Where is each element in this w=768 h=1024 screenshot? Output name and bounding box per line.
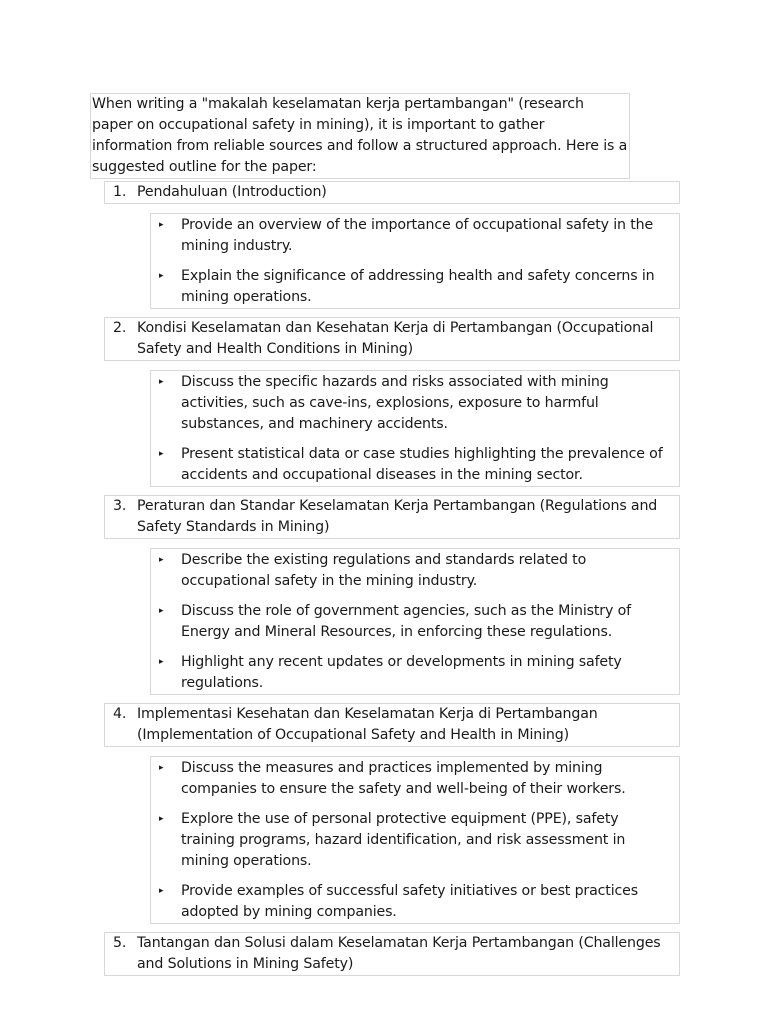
bullet-arrow-icon: ▸	[159, 606, 164, 616]
bullet-text: Present statistical data or case studies highlighting the prevalence of accidents and occupational diseases in the mining sector.	[181, 446, 663, 483]
bullet-text: Provide examples of successful safety initiatives or best practices adopted by mining companies.	[181, 883, 638, 920]
section-number: 1.	[113, 184, 127, 200]
bullet-arrow-icon: ▸	[159, 657, 164, 667]
outline-list	[90, 181, 690, 976]
bullet-item	[151, 809, 675, 872]
bullet-item	[151, 550, 675, 592]
bullet-item	[151, 652, 675, 694]
bullet-list	[150, 548, 680, 695]
bullet-list	[150, 370, 680, 487]
bullet-text: Describe the existing regulations and standards related to occupational safety in the mining industry.	[181, 552, 587, 589]
outline-section-heading	[104, 703, 680, 747]
bullet-arrow-icon: ▸	[159, 220, 164, 230]
section-title: Kondisi Keselamatan dan Kesehatan Kerja di Pertambangan (Occupational Safety and Health Conditions in Mining)	[137, 320, 654, 357]
bullet-arrow-icon: ▸	[159, 449, 164, 459]
bullet-text: Explore the use of personal protective equipment (PPE), safety training programs, hazard identification, and risk assessment in mining operations.	[181, 811, 626, 869]
section-title: Implementasi Kesehatan dan Keselamatan Kerja di Pertambangan (Implementation of Occupational Safety and Health in Mining)	[137, 706, 598, 743]
outline-section-heading	[104, 181, 680, 204]
intro-paragraph: When writing a "makalah keselamatan kerja pertambangan" (research paper on occupational safety in mining), it is important to gather information from reliable sources and follow a structured approach. Here is a suggested outline for the paper:	[90, 93, 630, 179]
bullet-item	[151, 601, 675, 643]
bullet-item	[151, 266, 675, 308]
section-title: Peraturan dan Standar Keselamatan Kerja Pertambangan (Regulations and Safety Standards in Mining)	[137, 498, 658, 535]
bullet-item	[151, 372, 675, 435]
bullet-arrow-icon: ▸	[159, 763, 164, 773]
document-body	[90, 93, 690, 976]
section-number: 2.	[113, 320, 127, 336]
section-number: 4.	[113, 706, 127, 722]
bullet-arrow-icon: ▸	[159, 555, 164, 565]
section-title: Pendahuluan (Introduction)	[137, 184, 327, 200]
bullet-item	[151, 881, 675, 923]
bullet-text: Explain the significance of addressing health and safety concerns in mining operations.	[181, 268, 655, 305]
bullet-text: Discuss the specific hazards and risks associated with mining activities, such as cave-ins, explosions, exposure to harmful substances, and machinery accidents.	[181, 374, 609, 432]
outline-section-heading	[104, 317, 680, 361]
bullet-arrow-icon: ▸	[159, 377, 164, 387]
section-title: Tantangan dan Solusi dalam Keselamatan Kerja Pertambangan (Challenges and Solutions in Mining Safety)	[137, 935, 661, 972]
bullet-arrow-icon: ▸	[159, 814, 164, 824]
bullet-text: Highlight any recent updates or developments in mining safety regulations.	[181, 654, 622, 691]
section-number: 5.	[113, 935, 127, 951]
bullet-item	[151, 444, 675, 486]
outline-section-heading	[104, 932, 680, 976]
bullet-list	[150, 756, 680, 924]
section-number: 3.	[113, 498, 127, 514]
bullet-item	[151, 215, 675, 257]
bullet-item	[151, 758, 675, 800]
bullet-text: Provide an overview of the importance of occupational safety in the mining industry.	[181, 217, 654, 254]
bullet-arrow-icon: ▸	[159, 886, 164, 896]
bullet-list	[150, 213, 680, 309]
bullet-arrow-icon: ▸	[159, 271, 164, 281]
bullet-text: Discuss the role of government agencies, such as the Ministry of Energy and Mineral Resources, in enforcing these regulations.	[181, 603, 631, 640]
outline-section-heading	[104, 495, 680, 539]
bullet-text: Discuss the measures and practices implemented by mining companies to ensure the safety and well-being of their workers.	[181, 760, 626, 797]
